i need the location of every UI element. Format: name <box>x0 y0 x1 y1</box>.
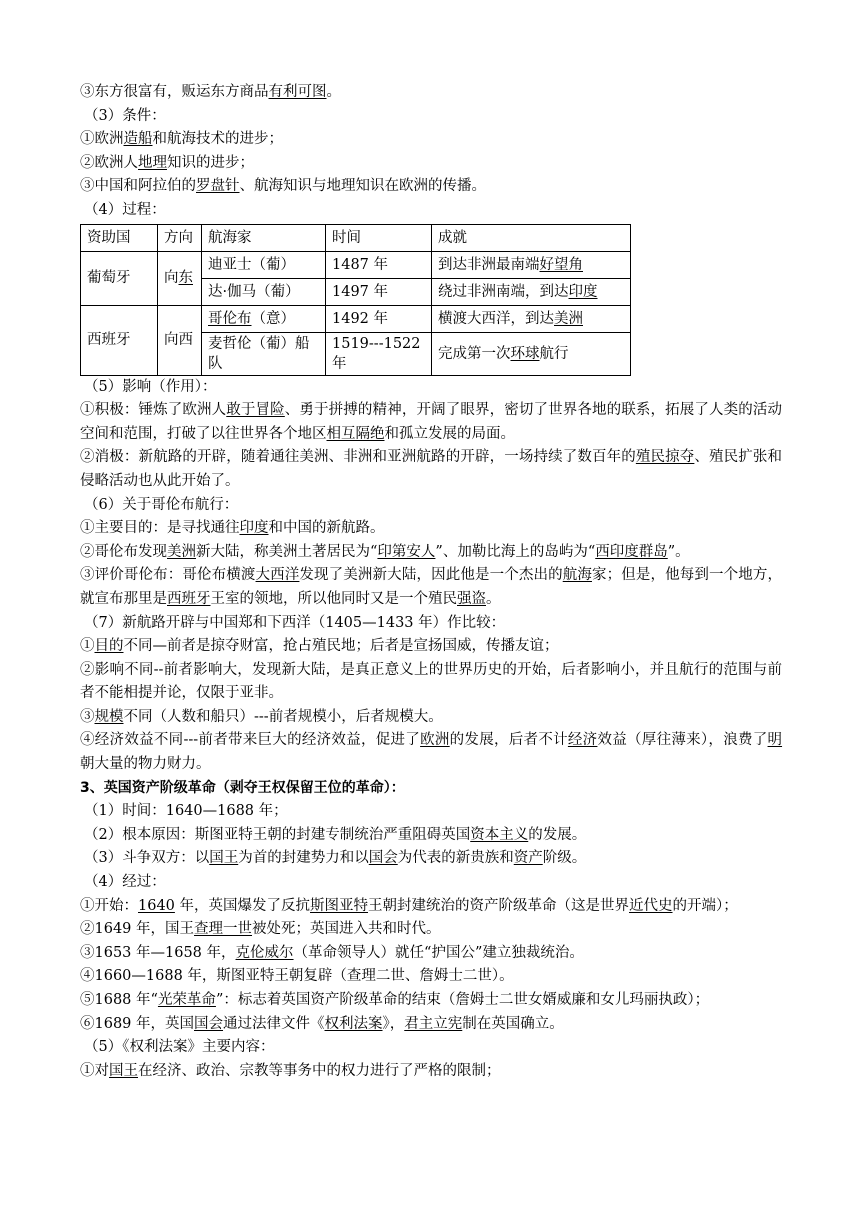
text-run: ①开始： <box>80 897 138 914</box>
text-run: 阶级。 <box>542 850 587 867</box>
text-run: 和中国的新航路。 <box>268 520 385 537</box>
subsection-heading <box>80 824 782 848</box>
text-run: ① <box>80 638 95 655</box>
text-run: ①积极：锤炼了欧洲人 <box>80 402 227 419</box>
text-line <box>80 942 782 966</box>
text-run: 和孤立发展的局面。 <box>384 425 515 442</box>
time-cell: 1487 年 <box>326 251 432 278</box>
underlined-term: 光荣革命 <box>157 992 216 1008</box>
text-run: （2）根本原因：斯图亚特王朝的封建专制统治严重阻碍英国 <box>84 826 471 843</box>
text-run: 在经济、政治、宗教等事务中的权力进行了严格的限制； <box>138 1062 501 1079</box>
text-run: ①主要目的：是寻找通往 <box>80 520 240 537</box>
text-run: 为首的封建势力和以 <box>238 850 369 867</box>
text-run: （6）关于哥伦布航行： <box>84 496 239 513</box>
direction-cell <box>158 305 202 375</box>
text-run: ③评价哥伦布：哥伦布横渡 <box>80 567 256 584</box>
subsection-heading <box>80 871 782 895</box>
direction-cell <box>158 251 202 305</box>
column-header: 航海家 <box>202 224 326 251</box>
column-header: 资助国 <box>81 224 158 251</box>
text-run: 向 <box>164 270 179 287</box>
underlined-term: 环球 <box>510 345 540 362</box>
text-line <box>80 918 782 942</box>
text-run: （4）经过： <box>84 874 166 891</box>
underlined-term: 国王 <box>209 850 239 867</box>
text-run: 年，英国爆发了反抗 <box>174 897 311 914</box>
text-run: ”。 <box>667 543 690 560</box>
text-run: ③中国和阿拉伯的 <box>80 178 196 195</box>
text-run: ③ <box>80 708 95 725</box>
subsection-heading <box>80 800 782 824</box>
text-run: 知识的进步； <box>167 154 254 171</box>
text-run: （3）斗争双方：以 <box>84 850 210 867</box>
text-run: （意） <box>251 310 295 327</box>
text-run: ①对 <box>80 1062 109 1079</box>
section-heading <box>80 777 782 801</box>
time-cell: 1497 年 <box>326 278 432 305</box>
underlined-term: 规模 <box>94 708 124 725</box>
underlined-term: 东 <box>178 270 193 287</box>
text-line <box>80 399 782 446</box>
text-run: ②消极：新航路的开辟，随着通往美洲、非洲和亚洲航路的开辟，一场持续了数百年的 <box>80 449 636 466</box>
text-run: 。 <box>486 590 501 607</box>
text-run: 王室的领地，所以他同时又是一个殖民 <box>210 590 457 607</box>
text-run: 效益（厚往薄来），浪费了 <box>597 732 768 749</box>
text-run: 家；但是，他每到一个地方，就宣布那里是 <box>80 567 783 607</box>
text-run: 、勇于拼搏的精神，开阔了眼界，密切了世界各地的联系，拓展了人类的活动空间和范围，打破了以往世界各个地区 <box>80 402 783 442</box>
text-run: 向西 <box>164 332 193 349</box>
subsection-heading <box>80 1036 782 1060</box>
underlined-term: 斯图亚特 <box>310 897 369 914</box>
text-run: 不同（人数和船只）---前者规模小，后者规模大。 <box>123 708 443 725</box>
text-run: （5）影响（作用）： <box>84 378 217 395</box>
navigator-cell <box>202 251 326 278</box>
text-line <box>80 635 782 659</box>
column-header: 方向 <box>158 224 202 251</box>
section-heading-conditions: （3）条件： <box>84 107 166 124</box>
column-header: 成就 <box>432 224 631 251</box>
text-run: 达·伽马（葡） <box>208 283 300 300</box>
text-line <box>80 564 782 611</box>
navigator-cell <box>202 332 326 375</box>
text-line <box>80 989 782 1013</box>
text-run: 的开端）； <box>672 897 738 914</box>
underlined-term: 大西洋 <box>255 567 300 584</box>
underlined-term: 近代史 <box>629 897 673 914</box>
text-run: 迪亚士（葡） <box>208 256 295 273</box>
text-line <box>80 446 782 493</box>
text-run: 、殖民扩张和侵略活动也从此开始了。 <box>80 449 783 489</box>
text-line <box>80 128 782 152</box>
text-run: 麦哲伦（葡）船队 <box>208 335 310 372</box>
text-run: ②1649 年，国王 <box>80 921 195 938</box>
navigator-cell <box>202 278 326 305</box>
underlined-term: 罗盘针 <box>196 178 240 195</box>
subsection-heading <box>80 376 782 400</box>
country-cell: 葡萄牙 <box>81 251 158 305</box>
underlined-term: 查理一世 <box>194 921 253 938</box>
voyage-table <box>80 224 631 376</box>
time-cell: 1492 年 <box>326 305 432 332</box>
underlined-term: 克伦威尔 <box>235 944 294 961</box>
text-line <box>80 175 782 199</box>
text-run: 横渡大西洋，到达 <box>438 310 554 327</box>
text-line <box>80 1060 782 1084</box>
text-run: 王朝封建统治的资产阶级革命（这是世界 <box>368 897 630 914</box>
text-run: 完成第一次 <box>438 345 511 362</box>
achievement-cell <box>432 251 631 278</box>
text-run: 到达非洲最南端 <box>438 256 540 273</box>
country-cell: 西班牙 <box>81 305 158 375</box>
text-line <box>80 541 782 565</box>
subsection-heading <box>80 847 782 871</box>
underlined-term: 地理 <box>138 154 167 171</box>
subsection-heading <box>80 612 782 636</box>
text-run: 航行 <box>539 345 569 362</box>
underlined-term: 敢于冒险 <box>226 402 285 419</box>
achievement-cell <box>432 332 631 375</box>
underlined-term: 哥伦布 <box>208 310 252 327</box>
achievement-cell <box>432 278 631 305</box>
text-run: ③东方很富有，贩运东方商品 <box>80 84 269 100</box>
underlined-term: 印第安人 <box>377 543 436 560</box>
text-run: 被处死；英国进入共和时代。 <box>252 921 441 938</box>
text-line <box>80 965 782 989</box>
underlined-term: 印度 <box>239 520 269 537</box>
text-line <box>80 81 782 105</box>
column-header: 时间 <box>326 224 432 251</box>
underlined-term: 造船 <box>123 131 153 148</box>
navigator-cell <box>202 305 326 332</box>
text-run: （5）《权利法案》主要内容： <box>84 1039 275 1056</box>
underlined-term: 明 <box>767 732 783 749</box>
underlined-term: 航海 <box>562 567 592 584</box>
text-run: 。 <box>326 84 341 100</box>
text-run: ①欧洲 <box>80 131 124 148</box>
text-run: 的发展，后者不计 <box>449 732 568 749</box>
underlined-term: 资产 <box>513 850 543 867</box>
text-run: 的发展。 <box>528 826 587 843</box>
underlined-term: 国会 <box>368 850 398 867</box>
text-run: ”：标志着英国资产阶级革命的结束（詹姆士二世女婿威廉和女儿玛丽执政）； <box>215 992 710 1008</box>
text-run: 和航海技术的进步； <box>152 131 283 148</box>
table-header-row <box>81 224 631 251</box>
text-run: ”、加勒比海上的岛屿为“ <box>435 543 596 560</box>
underlined-term: 西班牙 <box>167 590 211 607</box>
underlined-term: 经济 <box>567 732 598 749</box>
text-line <box>80 1013 782 1037</box>
section-heading-process: （4）过程： <box>84 201 166 218</box>
text-run: ④1660—1688 年，斯图亚特王朝复辟（查理二世、詹姆士二世）。 <box>80 968 514 985</box>
text-run: 朝大量的物力财力。 <box>80 756 211 773</box>
text-run: ⑥1689 年，英国 <box>80 1015 195 1032</box>
underlined-term: 美洲 <box>167 543 196 560</box>
time-cell: 1519---1522 年 <box>326 332 432 375</box>
text-run: ④经济效益不同---前者带来巨大的经济效益，促进了 <box>80 732 421 749</box>
text-run: 不同—前者是掠夺财富，抢占殖民地；后者是宣扬国威，传播友谊； <box>123 638 559 655</box>
text-line <box>80 152 782 176</box>
text-run: 制在英国确立。 <box>462 1015 564 1032</box>
achievement-cell <box>432 305 631 332</box>
underlined-term: 权利法案 <box>324 1015 383 1032</box>
underlined-term: 相互隔绝 <box>326 425 385 442</box>
text-run: 绕过非洲南端，到达 <box>438 283 569 300</box>
text-run: 通过法律文件《 <box>223 1015 325 1032</box>
table-row <box>81 305 631 332</box>
text-run: 》， <box>382 1015 405 1032</box>
text-line <box>80 659 782 706</box>
text-run: （7）新航路开辟与中国郑和下西洋（1405—1433 年）作比较： <box>84 614 506 631</box>
document-page <box>80 81 782 1083</box>
underlined-term: 国王 <box>109 1062 138 1079</box>
text-run: （革命领导人）就任“护国公”建立独裁统治。 <box>293 944 584 961</box>
text-run: ②欧洲人 <box>80 154 138 171</box>
underlined-term: 1640 <box>138 897 175 914</box>
underlined-term: 有利可图 <box>268 84 327 100</box>
text-line <box>80 706 782 730</box>
underlined-term: 君主立宪 <box>404 1015 463 1032</box>
underlined-term: 国会 <box>194 1015 224 1032</box>
underlined-term: 好望角 <box>539 256 583 273</box>
text-run: ③1653 年—1658 年， <box>80 944 236 961</box>
text-run: 发现了美洲新大陆，因此他是一个杰出的 <box>299 567 563 584</box>
text-run: （1）时间：1640—1688 年； <box>84 803 288 820</box>
text-line <box>80 729 782 776</box>
subsection-heading <box>80 494 782 518</box>
text-line <box>80 517 782 541</box>
underlined-term: 欧洲 <box>420 732 450 749</box>
underlined-term: 强盗 <box>457 590 486 607</box>
text-run: 、航海知识与地理知识在欧洲的传播。 <box>239 178 486 195</box>
underlined-term: 西印度群岛 <box>595 543 668 560</box>
underlined-term: 资本主义 <box>470 826 529 843</box>
text-run: 为代表的新贵族和 <box>397 850 514 867</box>
text-run: ②影响不同--前者影响大，发现新大陆，是真正意义上的世界历史的开始，后者影响小，并且航行的范围与前者不能相提并论，仅限于亚非。 <box>80 661 782 702</box>
text-run: 3、英国资产阶级革命（剥夺王权保留王位的革命）： <box>80 779 405 796</box>
table-row <box>81 251 631 278</box>
text-run: 新大陆，称美洲土著居民为“ <box>196 543 378 560</box>
underlined-term: 目的 <box>94 638 124 655</box>
underlined-term: 美洲 <box>554 310 583 327</box>
text-run: ②哥伦布发现 <box>80 543 167 560</box>
underlined-term: 印度 <box>568 283 598 300</box>
text-line <box>80 895 782 919</box>
text-run: ⑤1688 年“ <box>80 992 158 1008</box>
underlined-term: 殖民掠夺 <box>635 449 695 466</box>
